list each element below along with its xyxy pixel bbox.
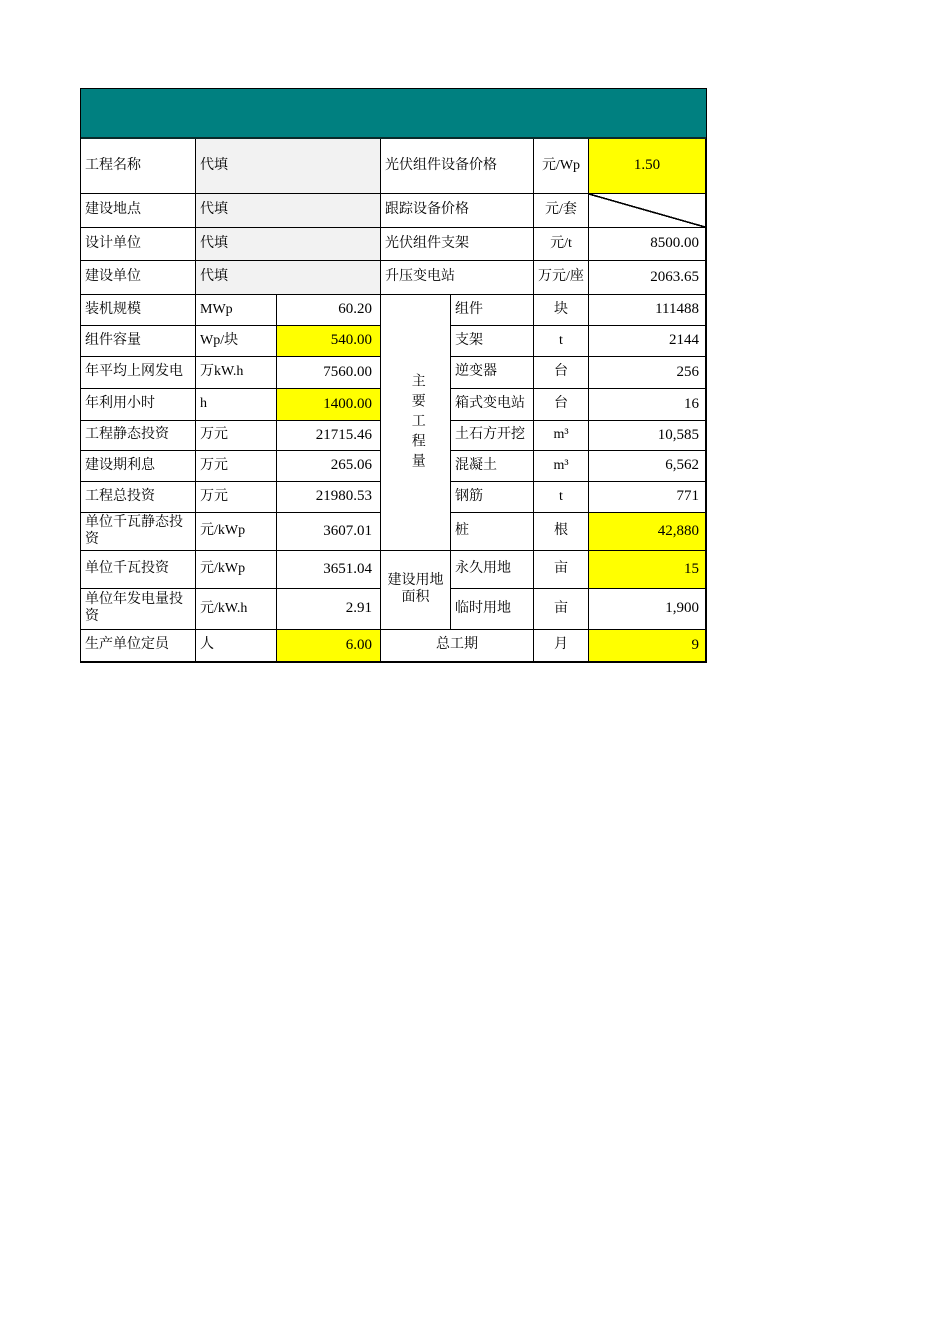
construction-interest-unit: 万元 [196, 451, 277, 482]
pv-bracket-price-label: 光伏组件支架 [381, 228, 534, 261]
box-substation-label: 箱式变电站 [451, 389, 534, 421]
concrete-value: 6,562 [589, 451, 706, 482]
brackets-unit: t [534, 326, 589, 357]
box-substation-value: 16 [589, 389, 706, 421]
temporary-land-value: 1,900 [589, 589, 706, 630]
total-duration-label: 总工期 [381, 630, 534, 662]
booster-station-value: 2063.65 [589, 261, 706, 295]
total-duration-value[interactable]: 9 [589, 630, 706, 662]
total-duration-unit: 月 [534, 630, 589, 662]
inverters-value: 256 [589, 357, 706, 389]
tracking-price-label: 跟踪设备价格 [381, 194, 534, 228]
construction-unit-value[interactable]: 代填 [196, 261, 381, 295]
pv-module-price-unit: 元/Wp [534, 139, 589, 194]
unit-kw-investment-unit: 元/kWp [196, 551, 277, 589]
modules-unit: 块 [534, 295, 589, 326]
annual-grid-energy-label: 年平均上网发电 [81, 357, 196, 389]
construction-site-label: 建设地点 [81, 194, 196, 228]
project-summary-table [80, 88, 707, 663]
permanent-land-label: 永久用地 [451, 551, 534, 589]
static-investment-unit: 万元 [196, 421, 277, 451]
piles-unit: 根 [534, 513, 589, 551]
unit-kw-investment-label: 单位千瓦投资 [81, 551, 196, 589]
construction-interest-label: 建设期利息 [81, 451, 196, 482]
inverters-label: 逆变器 [451, 357, 534, 389]
total-investment-label: 工程总投资 [81, 482, 196, 513]
annual-utilization-hours-value[interactable]: 1400.00 [277, 389, 381, 421]
box-substation-unit: 台 [534, 389, 589, 421]
inverters-unit: 台 [534, 357, 589, 389]
total-investment-value: 21980.53 [277, 482, 381, 513]
construction-unit-label: 建设单位 [81, 261, 196, 295]
temporary-land-label: 临时用地 [451, 589, 534, 630]
main-quantities-cell [381, 295, 451, 551]
installed-capacity-value: 60.20 [277, 295, 381, 326]
annual-utilization-hours-label: 年利用小时 [81, 389, 196, 421]
design-unit-value[interactable]: 代填 [196, 228, 381, 261]
production-staff-unit: 人 [196, 630, 277, 662]
installed-capacity-unit: MWp [196, 295, 277, 326]
rebar-unit: t [534, 482, 589, 513]
piles-value[interactable]: 42,880 [589, 513, 706, 551]
unit-kw-static-investment-label: 单位千瓦静态投资 [81, 513, 196, 551]
unit-kw-static-investment-value: 3607.01 [277, 513, 381, 551]
static-investment-value: 21715.46 [277, 421, 381, 451]
header-bar [81, 89, 706, 139]
unit-kw-static-investment-unit: 元/kWp [196, 513, 277, 551]
modules-label: 组件 [451, 295, 534, 326]
tracking-price-value-crossed [589, 194, 706, 228]
land-area-label: 建设用地面积 [387, 573, 444, 605]
installed-capacity-label: 装机规模 [81, 295, 196, 326]
construction-site-value[interactable]: 代填 [196, 194, 381, 228]
project-name-value[interactable]: 代填 [196, 139, 381, 194]
unit-energy-investment-label: 单位年发电量投资 [81, 589, 196, 630]
design-unit-label: 设计单位 [81, 228, 196, 261]
earthwork-unit: m³ [534, 421, 589, 451]
permanent-land-value[interactable]: 15 [589, 551, 706, 589]
permanent-land-unit: 亩 [534, 551, 589, 589]
rebar-label: 钢筋 [451, 482, 534, 513]
production-staff-value[interactable]: 6.00 [277, 630, 381, 662]
booster-station-label: 升压变电站 [381, 261, 534, 295]
concrete-unit: m³ [534, 451, 589, 482]
rebar-value: 771 [589, 482, 706, 513]
land-area-cell [381, 551, 451, 630]
module-capacity-unit: Wp/块 [196, 326, 277, 357]
annual-utilization-hours-unit: h [196, 389, 277, 421]
production-staff-label: 生产单位定员 [81, 630, 196, 662]
pv-bracket-price-value: 8500.00 [589, 228, 706, 261]
concrete-label: 混凝土 [451, 451, 534, 482]
pv-bracket-price-unit: 元/t [534, 228, 589, 261]
main-quantities-label: 主要工程量 [409, 372, 425, 473]
unit-energy-investment-value: 2.91 [277, 589, 381, 630]
static-investment-label: 工程静态投资 [81, 421, 196, 451]
temporary-land-unit: 亩 [534, 589, 589, 630]
unit-energy-investment-unit: 元/kW.h [196, 589, 277, 630]
module-capacity-label: 组件容量 [81, 326, 196, 357]
annual-grid-energy-unit: 万kW.h [196, 357, 277, 389]
pv-module-price-label: 光伏组件设备价格 [381, 139, 534, 194]
booster-station-unit: 万元/座 [534, 261, 589, 295]
pv-module-price-value[interactable]: 1.50 [589, 139, 706, 194]
unit-kw-investment-value: 3651.04 [277, 551, 381, 589]
total-investment-unit: 万元 [196, 482, 277, 513]
module-capacity-value[interactable]: 540.00 [277, 326, 381, 357]
project-name-label: 工程名称 [81, 139, 196, 194]
modules-value: 111488 [589, 295, 706, 326]
brackets-value: 2144 [589, 326, 706, 357]
annual-grid-energy-value: 7560.00 [277, 357, 381, 389]
construction-interest-value: 265.06 [277, 451, 381, 482]
brackets-label: 支架 [451, 326, 534, 357]
earthwork-label: 土石方开挖 [451, 421, 534, 451]
earthwork-value: 10,585 [589, 421, 706, 451]
tracking-price-unit: 元/套 [534, 194, 589, 228]
piles-label: 桩 [451, 513, 534, 551]
